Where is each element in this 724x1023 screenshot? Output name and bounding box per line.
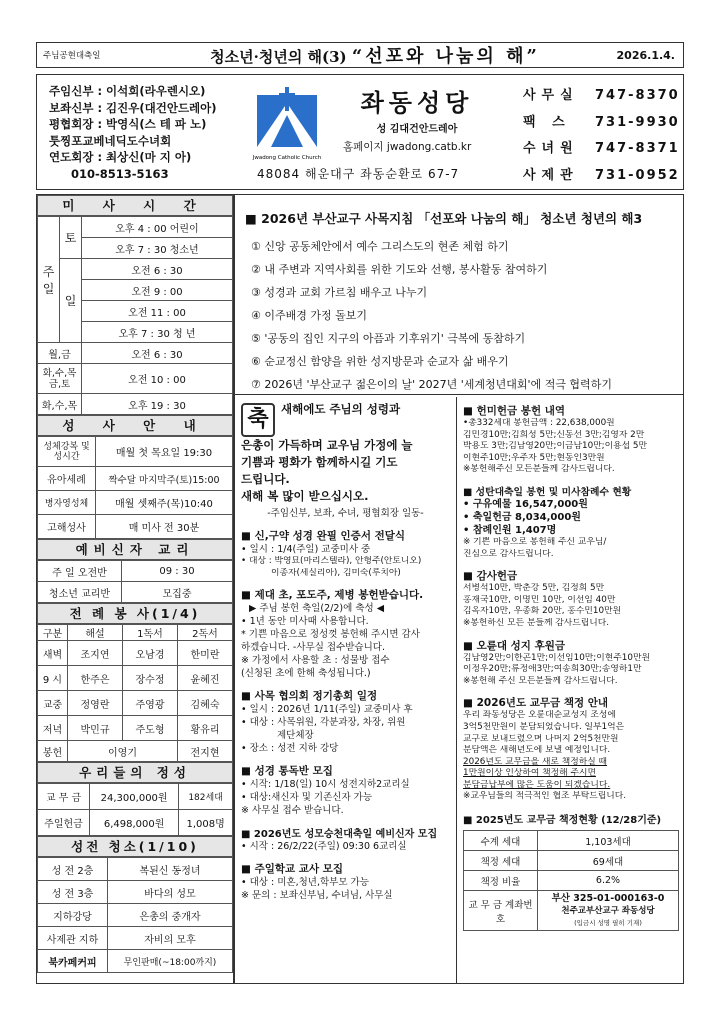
sacrament-name: 성체강복 및 성시간	[38, 437, 96, 467]
notice	[463, 568, 679, 629]
staff-line: 보좌신부 : 김진우(대건안드레아)	[49, 100, 217, 115]
cleaning-group: 복된신 동정녀	[108, 858, 233, 881]
weekday-label: 월,금	[38, 343, 82, 364]
notice-line: ※봉헌해주신 모든분들께 감사드립니다.	[463, 464, 615, 475]
notice-line: 김남영2만;이한곤1만;이선임10만;이현주10만원	[463, 652, 650, 663]
account-holder: 천주교부산교구 좌동성당	[561, 905, 655, 916]
notice	[241, 763, 450, 817]
notice-line: 하겠습니다. -사무실 접수받습니다.	[241, 642, 385, 654]
class-name: 청소년 교리반	[38, 582, 122, 603]
notice-heading: ■ 성탄대축일 봉헌 및 미사참례수 현황	[463, 486, 632, 498]
notice-line: 이현주10만;우주자 5만;현동인3만원	[463, 452, 605, 463]
weekday-label: 화,수,목 금,토	[38, 364, 82, 394]
offering-label: 교 무 금	[38, 784, 90, 810]
notice-line: • 대상 : 미혼,청년,학부모 가능	[241, 877, 369, 889]
notice-line: • 대상 : 사목위원, 각분과장, 차장, 위원	[241, 717, 406, 729]
notice-heading: ■ 주일학교 교사 모집	[241, 863, 344, 876]
church-logo	[251, 85, 323, 165]
cleaning-area: 성 전 2층	[38, 858, 108, 881]
notice-line: • 구유예물 16,547,000원	[463, 498, 588, 510]
staff-line: 연도회장 : 최상신(마 지 아)	[49, 150, 192, 164]
phone-row: 사무실 747-8370	[523, 88, 680, 103]
pastoral-item: ⑤ '공동의 집인 지구의 아픔과 기후위기' 극복에 동참하기	[251, 332, 526, 345]
dues-value: 69세대	[538, 851, 679, 871]
dues-label: 책정 세대	[464, 851, 538, 871]
table-cell: 이영기	[68, 741, 178, 762]
cleaning-area: 사제관 지하	[38, 927, 108, 950]
notice-line: ※ 문의 : 보좌신부님, 수녀님, 사무실	[241, 890, 393, 902]
dues-label: 책정 비율	[464, 871, 538, 891]
notice-line: • 대상 : 박영묘(마리스텔라), 안형주(안토니오)	[241, 556, 422, 566]
notice-line: (신청된 초에 한해 축성됩니다.)	[241, 668, 371, 680]
notice-heading: ■ 오륜대 성지 후원금	[463, 639, 566, 652]
mass-times-title: 미 사 시 간	[37, 195, 233, 216]
greeting-signature: -주임신부, 보좌, 수녀, 평협회장 일동-	[267, 508, 424, 519]
page-title	[147, 42, 603, 68]
pastoral-item: ① 신앙 공동체안에서 예수 그리스도의 현존 체험 하기	[251, 240, 509, 253]
notice	[463, 484, 679, 560]
staff-line: 주임신부 : 이석희(라우렌시오)	[49, 84, 206, 98]
sacrament-title: 성 사 안 내	[37, 415, 233, 436]
mass-time: 오후 4 : 00 어린이	[82, 217, 233, 238]
logo-caption: Jwadong Catholic Church	[252, 155, 322, 161]
notice-line: •총332세대 봉헌금액 : 22,638,000원	[463, 418, 615, 428]
phone-row: 사제관 731-0952	[523, 167, 680, 183]
notice-line: ※교우님들의 적극적인 협조 부탁드립니다.	[463, 791, 627, 802]
greeting-badge: 축	[241, 403, 275, 437]
notice-heading: ■ 사목 협의회 정기총회 일정	[241, 690, 378, 703]
mass-time: 오후 19 : 30	[82, 394, 233, 415]
offering-count: 1,008명	[179, 810, 233, 836]
pastoral-item: ⑥ 순교정신 함양을 위한 성지방문과 순교자 삶 배우기	[251, 355, 509, 368]
notice-line: • 일시 : 2026년 1/11(주일) 교중미사 후	[241, 704, 413, 716]
notice-line: ※ 기쁜 마음으로 봉헌해 주신 교우님/	[463, 536, 607, 547]
offering-label: 주일헌금	[38, 810, 90, 836]
notice-line: 우리 좌동성당은 오륜대순교성지 조성에	[463, 710, 616, 721]
cleaning-title: 성전 청소(1/10)	[37, 836, 233, 857]
cleaning-group: 은총의 중개자	[108, 904, 233, 927]
notice-line: 2026년도 교무금을 새로 책정하실 때	[463, 756, 608, 767]
dues-status	[463, 811, 679, 931]
cleaning-group: 무인판매(~18:00까지)	[108, 950, 233, 973]
mass-time: 오전 6 : 30	[82, 259, 233, 280]
notice-line: 서병석10만, 박춘강 5만, 김정희 5만	[463, 583, 605, 594]
staff-line: 툿찡포교베네딕도수녀회	[49, 133, 172, 148]
col-header: 구분	[38, 625, 68, 641]
pastoral-item: ③ 성경과 교회 가르침 배우고 나누기	[251, 286, 428, 299]
sunday-label: 주일	[38, 217, 60, 343]
notice	[463, 403, 679, 476]
class-time: 모집중	[122, 582, 233, 603]
notice-heading: ■ 감사헌금	[463, 570, 518, 583]
notice-line: 김민경10만;김희성 5만;신동선 3만;김영자 2만	[463, 429, 645, 440]
staff-line: 평협회장 : 박영식(스 테 파 노)	[49, 117, 207, 131]
church-info	[36, 74, 684, 190]
cleaning-table	[37, 857, 233, 973]
liturgy-table	[37, 624, 233, 762]
greeting-line: 새해 복 많이 받으십시오.	[241, 489, 369, 503]
catechumen-title: 예비신자 교리	[37, 539, 233, 560]
notice-line: 진심으로 감사드립니다.	[463, 548, 554, 559]
table-cell: 전지현	[178, 741, 233, 762]
table-cell: 오남경	[123, 641, 178, 666]
notice-line: 1만원이상 인상하여 책정해 주시면	[463, 768, 596, 779]
notice-line: 박용도 3만;김남영20만;이금남10만;이용섭 5만	[463, 441, 648, 452]
notice-line: ※봉헌하신 모든 분들께 감사드립니다.	[463, 617, 610, 628]
phone-row: 수녀원 747-8371	[523, 141, 680, 156]
table-cell: 조지연	[68, 641, 123, 666]
notice-line: • 시작: 1/18(일) 10시 성전지하2교리실	[241, 779, 410, 791]
liturgy-service-title: 전 례 봉 사(1/4)	[37, 603, 233, 624]
notice-line: 이정우20만;류정애3만;여송희30만;송영하1만	[463, 664, 642, 675]
cleaning-group: 자비의 모후	[108, 927, 233, 950]
table-cell: 장수정	[123, 666, 178, 691]
mass-time: 오전 6 : 30	[82, 343, 233, 364]
notice-heading: ■ 헌미헌금 봉헌 내역	[463, 405, 566, 417]
notice-line: ※봉헌해 주신 모든분들께 감사드립니다.	[463, 675, 618, 686]
homepage-link[interactable]: 홈페이지 jwadong.catb.kr	[343, 141, 472, 153]
account-bank: 부산 325-01-000163-0	[551, 892, 665, 904]
church-address: 48084 해운대구 좌동순환로 67-7	[257, 167, 460, 181]
notice-line: ※ 가정에서 사용할 초 : 성물방 접수	[241, 655, 390, 667]
title-year: 청소년·청년의 해(3)	[210, 48, 347, 66]
notice-heading: ■ 2026년도 성모승천대축일 예비신자 모집	[241, 829, 438, 841]
dues-table	[463, 830, 679, 931]
mass-time: 오후 7 : 30 청소년	[82, 238, 233, 259]
notice-line: 교구로 보내드렸으며 나머지 2억5천만원	[463, 733, 619, 744]
newsletter-header	[36, 42, 684, 68]
day-label: 일	[60, 259, 82, 343]
col-header: 2독서	[178, 625, 233, 641]
greeting-line: 기쁨과 평화가 함께하시길 기도	[241, 455, 398, 469]
issue-date: 2026.1.4.	[616, 48, 675, 62]
church-name: 좌동성당	[360, 88, 474, 117]
notice-heading: ■ 제대 초, 포도주, 제병 봉헌받습니다.	[241, 589, 424, 602]
staff-list	[49, 83, 217, 182]
catechumen-table	[37, 560, 233, 603]
patron-saint: 성 김대건안드레아	[376, 124, 458, 135]
notice-line: 3억5천만원이 분담되었습니다. 일부1억은	[463, 721, 625, 732]
weekday-label: 화,수,목	[38, 394, 82, 415]
notice-heading: ■ 신,구약 성경 완필 인증서 전달식	[241, 530, 406, 542]
cleaning-area: 지하강당	[38, 904, 108, 927]
church-block	[337, 83, 497, 154]
sacrament-name: 고해성사	[38, 515, 96, 539]
left-column	[36, 194, 234, 984]
col-header: 1독서	[123, 625, 178, 641]
notice-line: 김옥자10만, 우종화 20만, 홍수민10만원	[463, 606, 622, 617]
class-name: 주 일 오전반	[38, 561, 122, 582]
new-year-greeting	[241, 401, 450, 520]
notice-line: • 1년 동안 미사때 사용합니다.	[241, 616, 369, 628]
mass-table	[37, 216, 233, 415]
greeting-line: 새해에도 주님의 성령과	[281, 402, 401, 416]
notice-line: 분담금납부에 많은 도움이 되겠습니다.	[463, 779, 611, 790]
mass-time: 오전 11 : 00	[82, 301, 233, 322]
right-column	[234, 194, 684, 984]
cleaning-area: 북카페커피	[38, 950, 108, 973]
dues-value: 6.2%	[538, 871, 679, 891]
table-cell: 한미란	[178, 641, 233, 666]
notice-line: 홍재국10만, 이명민 10만, 이선임 40만	[463, 594, 616, 605]
notice	[241, 528, 450, 579]
mass-time: 오전 10 : 00	[82, 364, 233, 394]
pastoral-item: ④ 이주배경 가정 돌보기	[251, 309, 367, 322]
staff-line: 010-8513-5163	[71, 166, 169, 181]
account-number	[538, 891, 679, 931]
pastoral-guidelines	[235, 195, 683, 395]
notice-line: • 참례인원 1,407명	[463, 524, 557, 536]
table-cell: 저녁	[38, 716, 68, 741]
phone-list	[523, 83, 680, 189]
title-theme: “선포와 나눔의 해”	[351, 46, 540, 67]
offering-amount: 6,498,000원	[90, 810, 179, 836]
mass-time: 오전 9 : 00	[82, 280, 233, 301]
account-note: (입금시 성명 필히 기재)	[574, 918, 642, 927]
greeting-line: 드립니다.	[241, 472, 290, 486]
phone-row: 팩 스 731-9930	[523, 114, 680, 130]
notice-line: • 축일헌금 8,034,000원	[463, 511, 581, 523]
pastoral-item: ② 내 주변과 지역사회를 위한 기도와 선행, 봉사활동 참여하기	[251, 263, 548, 276]
sacrament-time: 매 미사 전 30분	[96, 515, 233, 539]
notice	[241, 861, 450, 902]
offering-amount: 24,300,000원	[90, 784, 179, 810]
table-cell: 윤혜진	[178, 666, 233, 691]
saturday-label: 토	[60, 217, 82, 259]
notice-heading: ■ 성경 통독반 모집	[241, 765, 333, 778]
table-cell: 주도형	[123, 716, 178, 741]
notice-line: * 기쁜 마음으로 정성껏 봉헌해 주시면 감사	[241, 629, 420, 641]
cleaning-area: 성 전 3층	[38, 881, 108, 904]
account-label: 교 무 금 계좌번호	[464, 891, 538, 931]
notice-line: • 대상:새신자 및 기존신자 가능	[241, 792, 373, 804]
finance-column	[459, 397, 683, 983]
col-header: 해설	[68, 625, 123, 641]
mass-time: 오후 7 : 30 청 년	[82, 322, 233, 343]
notice	[463, 695, 679, 803]
sacrament-time: 매월 첫 목요일 19:30	[96, 437, 233, 467]
notice-heading: ■ 2025년도 교무금 책정현황 (12/28기준)	[463, 815, 662, 827]
table-cell: 새벽	[38, 641, 68, 666]
table-cell: 한주은	[68, 666, 123, 691]
table-cell: 교중	[38, 691, 68, 716]
table-cell: 황유리	[178, 716, 233, 741]
notice-heading: ■ 2026년도 교무금 책정 안내	[463, 697, 609, 710]
notice-line: ※ 사무실 접수 받습니다.	[241, 805, 344, 817]
sacrament-time: 매월 셋째주(목)10:40	[96, 491, 233, 515]
notice	[241, 587, 450, 680]
notice-line: 이종자(세실리아), 김미숙(루치아)	[271, 567, 401, 578]
pastoral-item: ⑦ 2026년 '부산교구 젊은이의 날' 2027년 '세계청년대회'에 적극 협력하기	[251, 378, 612, 391]
table-cell: 김혜숙	[178, 691, 233, 716]
publisher-label: 주님공현대축일	[43, 51, 101, 61]
table-cell: 9 시	[38, 666, 68, 691]
notice-line: ▶ 주님 봉헌 축일(2/2)에 축성 ◀	[249, 603, 385, 615]
sacrament-time: 짝수달 마지막주(토)15:00	[96, 467, 233, 491]
sacrament-table	[37, 436, 233, 539]
table-cell: 박민규	[68, 716, 123, 741]
notice-line: • 장소 : 성전 지하 강당	[241, 743, 339, 755]
greeting-line: 은총이 가득하며 교우님 가정에 늘	[241, 438, 413, 452]
table-cell: 봉헌	[38, 741, 68, 762]
table-cell: 주영광	[123, 691, 178, 716]
notice	[463, 638, 679, 688]
cleaning-group: 바다의 성모	[108, 881, 233, 904]
offering-table	[37, 783, 233, 836]
sacrament-name: 병자영성체	[38, 491, 96, 515]
notice	[241, 688, 450, 755]
dues-value: 1,103세대	[538, 831, 679, 851]
offering-count: 182세대	[179, 784, 233, 810]
dues-label: 수계 세대	[464, 831, 538, 851]
pastoral-title: ■ 2026년 부산교구 사목지침 「선포와 나눔의 해」 청소년 청년의 해3	[245, 211, 643, 226]
notice-column	[235, 397, 457, 983]
notice	[241, 825, 450, 853]
sacrament-name: 유아세례	[38, 467, 96, 491]
notice-line: • 시작 : 26/2/22(주일) 09:30 6교리실	[241, 841, 407, 853]
notice-line: • 일시 : 1/4(주일) 교중미사 중	[241, 544, 371, 555]
class-time: 09 : 30	[122, 561, 233, 582]
offering-title: 우리들의 정성	[37, 762, 233, 783]
table-cell: 정영란	[68, 691, 123, 716]
notice-line: 제단체장	[277, 730, 314, 742]
notice-line: 분담액은 새해년도에 보낼 예정입니다.	[463, 745, 611, 756]
